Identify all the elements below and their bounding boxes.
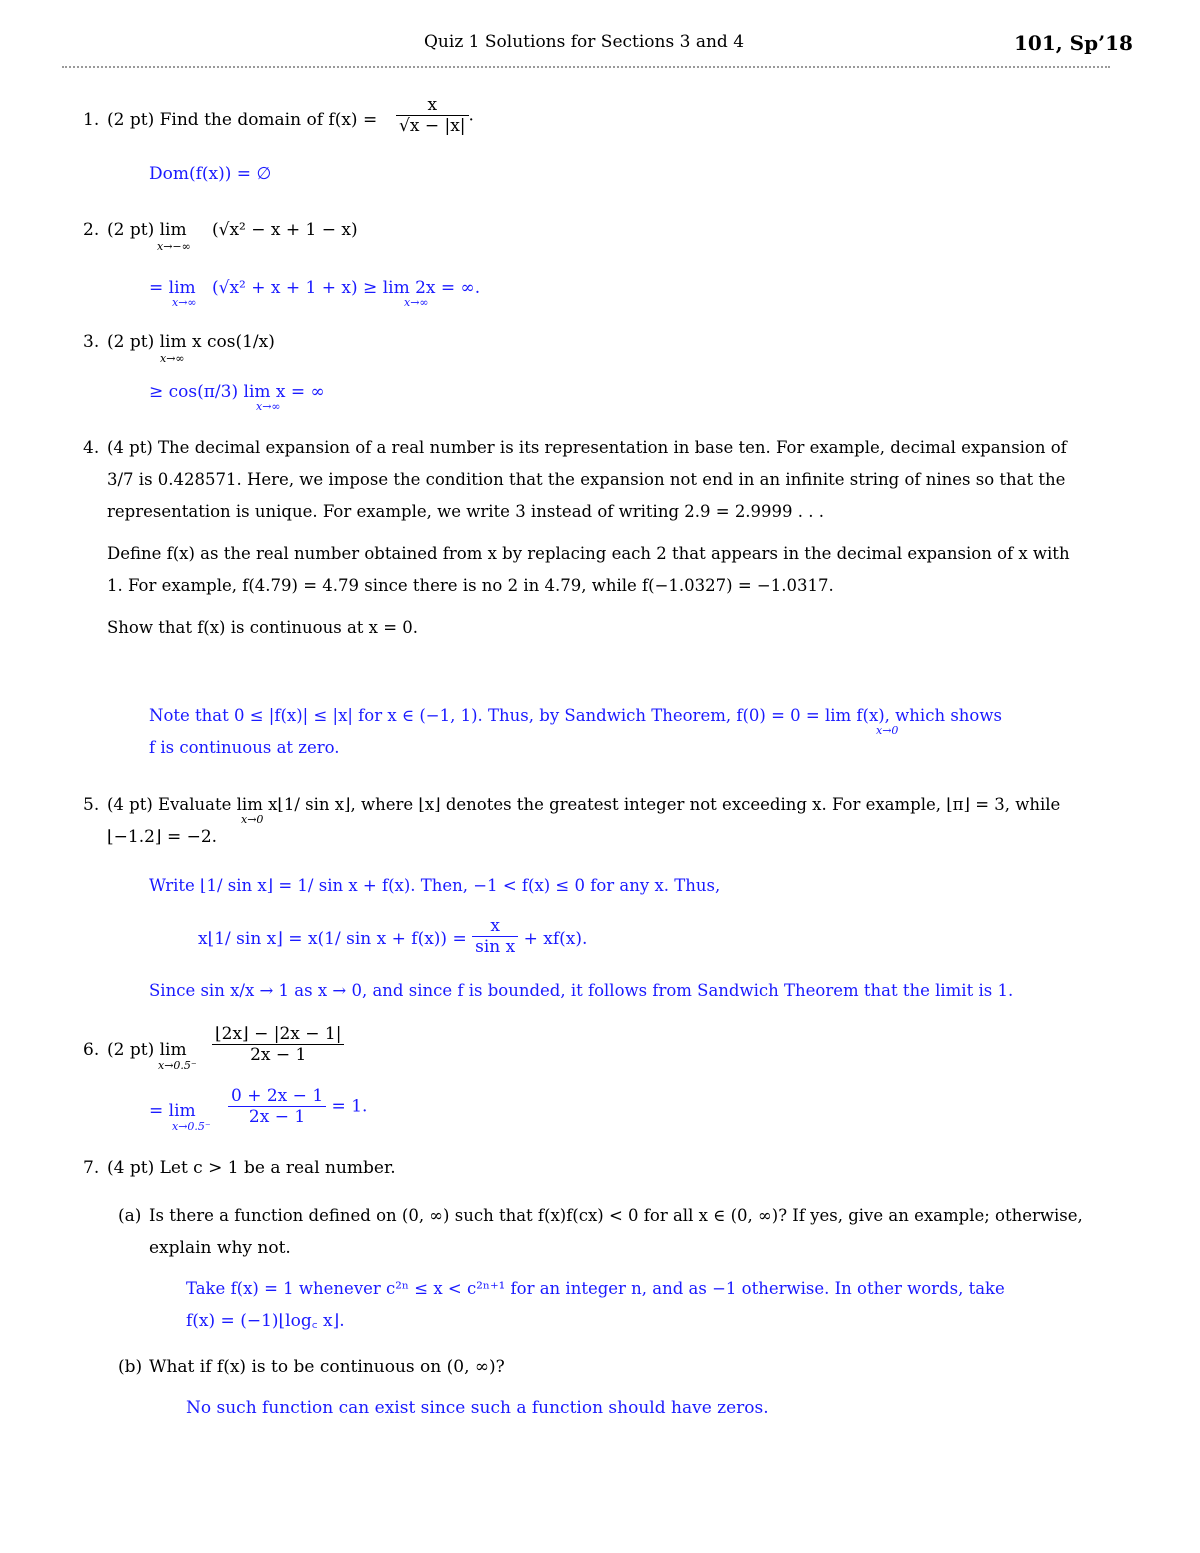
q2-answer-expr: (√x² + x + 1 + x) ≥ lim 2x = ∞. [212,278,481,298]
q5-answer-line1: Write ⌊1/ sin x⌋ = 1/ sin x + f(x). Then, −1 < f(x) ≤ 0 for any x. Thus, [149,876,721,895]
q1-answer: Dom(f(x)) = ∅ [149,164,272,184]
q1-prompt: (2 pt) Find the domain of f(x) = [107,110,378,130]
q7a-answer-line1: Take f(x) = 1 whenever c²ⁿ ≤ x < c²ⁿ⁺¹ for an integer n, and as −1 otherwise. In other words, take [186,1279,1005,1298]
q6-ans-tail: = 1. [331,1096,368,1117]
q5-answer-equation [198,918,587,956]
q2-answer-eq: = lim [149,278,196,298]
q5-number: 5. [83,795,100,815]
q5-eq-right: + xf(x). [523,929,588,949]
q3-number: 3. [83,332,100,352]
q6-ans-den: 2x − 1 [248,1107,306,1127]
q4-line3: representation is unique. For example, we write 3 instead of writing 2.9 = 2.9999 . . . [107,502,825,521]
q5-lim-sub: x→0 [241,813,264,826]
q7a-answer-line2: f(x) = (−1)⌊log꜀ x⌋. [186,1311,345,1331]
q6-prompt: (2 pt) lim [107,1040,187,1060]
q7a-line1: Is there a function defined on (0, ∞) such that f(x)f(cx) < 0 for all x ∈ (0, ∞)? If yes, give an example; otherwise, [149,1206,1083,1225]
q2-answer-sub2: x→∞ [404,296,429,309]
q4-line2: 3/7 is 0.428571. Here, we impose the condition that the expansion not end in an infinite string of nines so that the [107,470,1066,489]
q7-number: 7. [83,1158,100,1178]
q7a-line2: explain why not. [149,1238,291,1258]
q7b-label: (b) [118,1357,143,1377]
q2-expr: (√x² − x + 1 − x) [212,220,358,240]
q1-frac-den: √x − |x| [399,116,466,136]
q6-frac-num: ⌊2x⌋ − |2x − 1| [212,1026,344,1045]
q4-number: 4. [83,438,100,458]
q2-prompt: (2 pt) lim [107,220,187,240]
q4-answer-sub: x→0 [876,724,899,737]
q4-line6: Show that f(x) is continuous at x = 0. [107,618,419,637]
q3-prompt: (2 pt) lim x cos(1/x) [107,332,275,352]
q6-lim-sub: x→0.5⁻ [158,1059,197,1072]
q5-line1: (4 pt) Evaluate lim x⌊1/ sin x⌋, where ⌊x⌋ denotes the greatest integer not exceeding x. For example, ⌊π⌋ = 3, while [107,795,1061,814]
q6-fraction [212,1026,344,1064]
q5-line2: ⌊−1.2⌋ = −2. [107,827,218,847]
q3-answer: ≥ cos(π/3) lim x = ∞ [149,382,325,402]
q7b-answer: No such function can exist since such a function should have zeros. [186,1398,769,1418]
q4-answer-line1: Note that 0 ≤ |f(x)| ≤ |x| for x ∈ (−1, 1). Thus, by Sandwich Theorem, f(0) = 0 = lim f(x), which shows [149,706,1002,725]
q4-line5: 1. For example, f(4.79) = 4.79 since there is no 2 in 4.79, while f(−1.0327) = −1.0317. [107,576,834,595]
q7b-line: What if f(x) is to be continuous on (0, ∞)? [149,1357,505,1377]
q5-answer-line3: Since sin x/x → 1 as x → 0, and since f is bounded, it follows from Sandwich Theorem that the limit is 1. [149,981,1014,1000]
q6-frac-den: 2x − 1 [250,1045,307,1065]
q5-eq-den: sin x [475,937,516,957]
q6-ans-num: 0 + 2x − 1 [228,1088,326,1107]
q5-eq-left: x⌊1/ sin x⌋ = x(1/ sin x + f(x)) = [198,929,467,949]
header-divider [62,66,1110,68]
q6-answer-sub: x→0.5⁻ [172,1120,211,1133]
q2-number: 2. [83,220,100,240]
q2-answer-sub1: x→∞ [172,296,197,309]
q5-eq-num: x [472,918,518,937]
q4-line1: (4 pt) The decimal expansion of a real number is its representation in base ten. For example, decimal expansion of [107,438,1067,457]
q3-lim-sub: x→∞ [160,352,185,365]
q6-answer-fraction [228,1088,367,1126]
q1-frac-num: x [396,97,469,116]
q3-answer-sub: x→∞ [256,400,281,413]
q4-answer-line2: f is continuous at zero. [149,738,340,757]
q7-prompt: (4 pt) Let c > 1 be a real number. [107,1158,396,1178]
q4-line4: Define f(x) as the real number obtained from x by replacing each 2 that appears in the decimal expansion of x with [107,544,1070,563]
course-label: 101, Sp’18 [1014,31,1133,55]
q7a-label: (a) [118,1206,142,1226]
document-title: Quiz 1 Solutions for Sections 3 and 4 [424,32,745,52]
q6-number: 6. [83,1040,100,1060]
q1-fraction: $\frac{x}{√x - |x|}$ . [396,97,474,135]
q6-answer-eq: = lim [149,1101,196,1121]
q1-number: 1. [83,110,100,130]
q2-lim-sub: x→−∞ [157,240,191,253]
